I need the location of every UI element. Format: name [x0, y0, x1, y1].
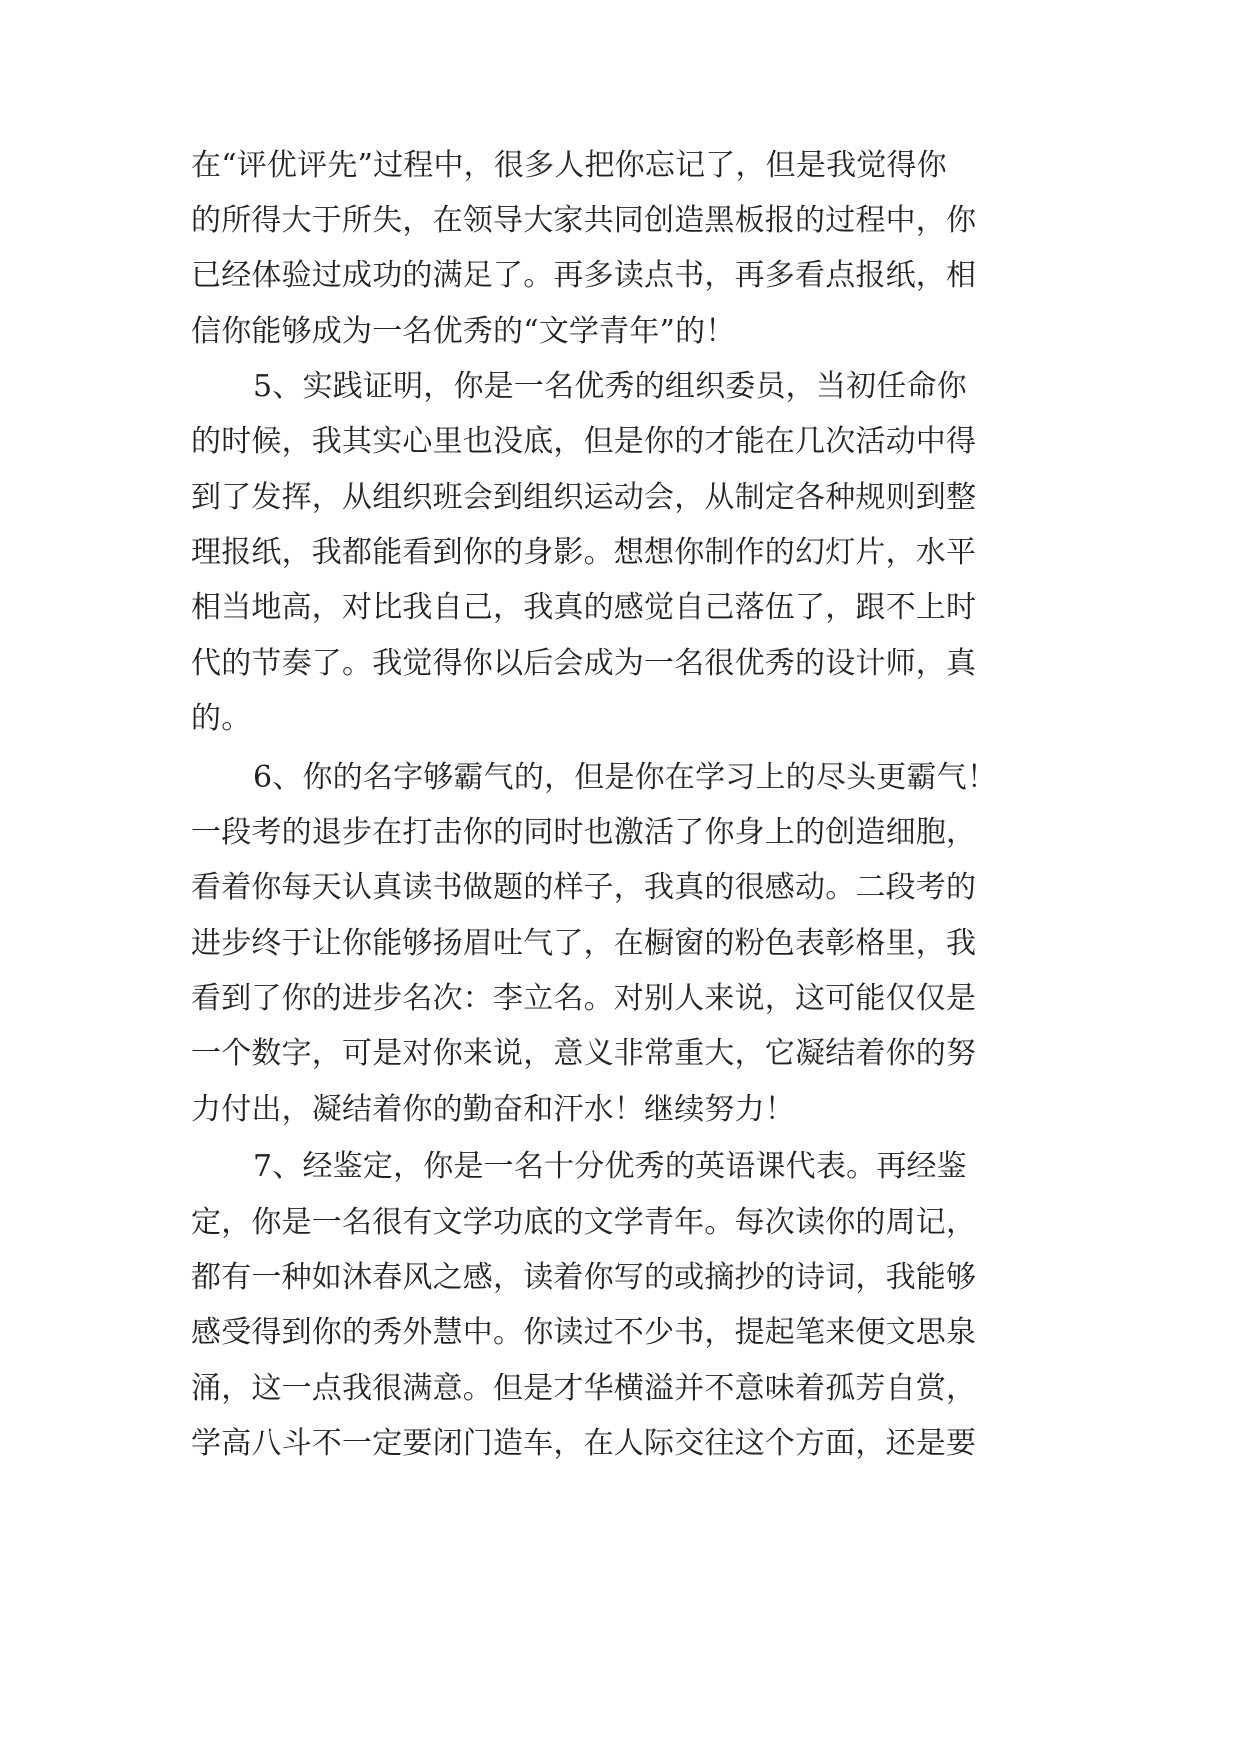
text-line: 的。 — [191, 701, 252, 736]
text-line: 已经体验过成功的满足了。再多读点书，再多看点报纸，相 — [191, 258, 977, 293]
text-line: 涌，这一点我很满意。但是才华横溢并不意味着孤芳自赏， — [191, 1371, 977, 1406]
text-line: 在“评优评先”过程中，很多人把你忘记了，但是我觉得你 — [191, 148, 947, 183]
text-line: 的所得大于所失，在领导大家共同创造黑板报的过程中，你 — [191, 203, 977, 238]
text-line: 到了发挥，从组织班会到组织运动会，从制定各种规则到整 — [191, 480, 977, 515]
text-line: 进步终于让你能够扬眉吐气了，在橱窗的粉色表彰格里，我 — [191, 926, 977, 961]
text-line: 力付出，凝结着你的勤奋和汗水！继续努力！ — [191, 1092, 795, 1127]
paragraph-5-first-line: 5、实践证明，你是一名优秀的组织委员，当初任命你 — [253, 369, 967, 404]
text-line: 学高八斗不一定要闭门造车，在人际交往这个方面，还是要 — [191, 1426, 977, 1461]
text-line: 看着你每天认真读书做题的样子，我真的很感动。二段考的 — [191, 870, 977, 905]
text-line: 一个数字，可是对你来说，意义非常重大，它凝结着你的努 — [191, 1036, 977, 1071]
text-line: 的时候，我其实心里也没底，但是你的才能在几次活动中得 — [191, 424, 977, 459]
text-line: 信你能够成为一名优秀的“文学青年”的！ — [191, 314, 736, 349]
paragraph-7-first-line: 7、经鉴定，你是一名十分优秀的英语课代表。再经鉴 — [253, 1149, 967, 1184]
text-line: 感受得到你的秀外慧中。你读过不少书，提起笔来便文思泉 — [191, 1315, 977, 1350]
text-line: 相当地高，对比我自己，我真的感觉自己落伍了，跟不上时 — [191, 590, 977, 625]
text-line: 一段考的退步在打击你的同时也激活了你身上的创造细胞， — [191, 815, 977, 850]
text-line: 代的节奏了。我觉得你以后会成为一名很优秀的设计师，真 — [191, 646, 977, 681]
text-line: 定，你是一名很有文学功底的文学青年。每次读你的周记， — [191, 1205, 977, 1240]
text-line: 理报纸，我都能看到你的身影。想想你制作的幻灯片，水平 — [191, 535, 977, 570]
text-line: 看到了你的进步名次：李立名。对别人来说，这可能仅仅是 — [191, 981, 977, 1016]
paragraph-6-first-line: 6、你的名字够霸气的，但是你在学习上的尽头更霸气！ — [253, 760, 998, 795]
text-line: 都有一种如沐春风之感，读着你写的或摘抄的诗词，我能够 — [191, 1260, 977, 1295]
